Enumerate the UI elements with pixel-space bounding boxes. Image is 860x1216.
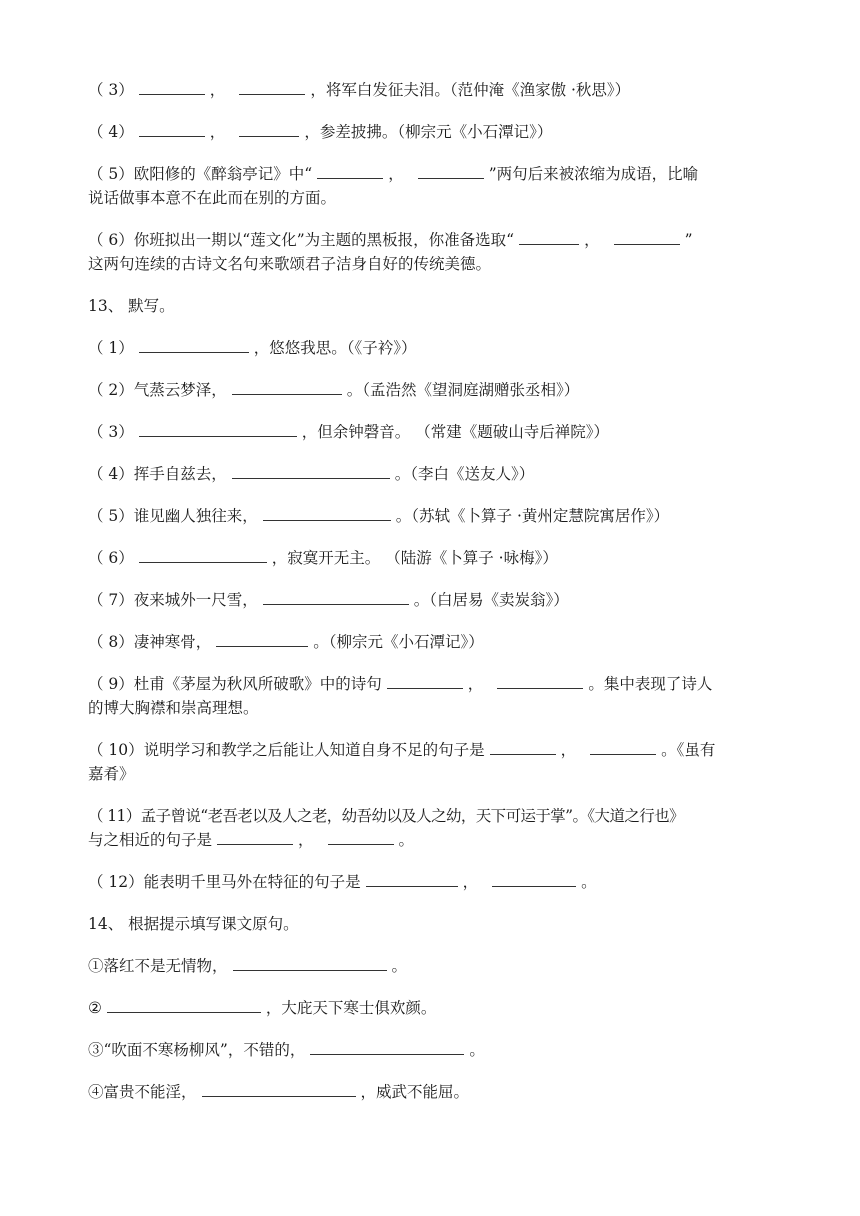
answer-blank[interactable] [217, 830, 293, 845]
answer-blank[interactable] [366, 872, 458, 887]
answer-blank[interactable] [497, 674, 583, 689]
q13-item-7: （ 7）夜来城外一尺雪， 。（白居易《卖炭翁》） [88, 591, 569, 609]
q13-item-12: （ 12）能表明千里马外在特征的句子是 ， 。 [88, 873, 597, 891]
answer-blank[interactable] [263, 506, 391, 521]
q13-item-10: （ 10）说明学习和教学之后能让人知道自身不足的句子是 ， 。《虽有 嘉肴》 [88, 741, 716, 783]
q13-item-9: （ 9）杜甫《茅屋为秋风所破歌》中的诗句 ， 。集中表现了诗人 的博大胸襟和崇高理想。 [88, 675, 713, 717]
answer-blank[interactable] [317, 164, 383, 179]
answer-blank[interactable] [233, 956, 387, 971]
answer-blank[interactable] [139, 422, 297, 437]
answer-blank[interactable] [310, 1040, 464, 1055]
q13-item-3: （ 3） ，但余钟磬音。 （常建《题破山寺后禅院》） [88, 423, 609, 441]
q13-item-1: （ 1） ，悠悠我思。（《子衿》） [88, 339, 417, 357]
answer-blank[interactable] [232, 464, 390, 479]
answer-blank[interactable] [418, 164, 484, 179]
q13-item-4: （ 4）挥手自兹去， 。（李白《送友人》） [88, 465, 535, 483]
answer-blank[interactable] [328, 830, 394, 845]
q13-item-11: （ 11）孟子曾说“老吾老以及人之老，幼吾幼以及人之幼，天下可运于掌”。《大道之行也》 与之相近的句子是 ， 。 [88, 807, 684, 849]
q13-item-5: （ 5）谁见幽人独往来， 。（苏轼《卜算子 ·黄州定慧院寓居作》） [88, 507, 670, 525]
q14-item-2: ② ，大庇天下寒士俱欢颜。 [88, 999, 437, 1017]
answer-blank[interactable] [263, 590, 409, 605]
question-14-heading: 14、 根据提示填写课文原句。 [88, 915, 299, 933]
answer-blank[interactable] [216, 632, 308, 647]
answer-blank[interactable] [614, 230, 680, 245]
question-13-heading: 13、 默写。 [88, 297, 175, 315]
q14-item-3: ③“吹面不寒杨柳风”，不错的， 。 [88, 1041, 485, 1059]
answer-blank[interactable] [139, 122, 205, 137]
answer-blank[interactable] [202, 1082, 356, 1097]
answer-blank[interactable] [590, 740, 656, 755]
item-5: （ 5）欧阳修的《醉翁亭记》中“ ， ”两句后来被浓缩为成语，比喻 说话做事本意不在此而在别的方面。 [88, 165, 699, 207]
q14-item-4: ④富贵不能淫， ，威武不能屈。 [88, 1083, 470, 1101]
item-3: （ 3） ， ，将军白发征夫泪。（范仲淹《渔家傲 ·秋思》） [88, 81, 631, 99]
answer-blank[interactable] [139, 548, 267, 563]
answer-blank[interactable] [139, 338, 249, 353]
item-6: （ 6）你班拟出一期以“莲文化”为主题的黑板报，你准备选取“ ， ” 这两句连续的古诗文名句来歌颂君子洁身自好的传统美德。 [88, 231, 693, 273]
answer-blank[interactable] [490, 740, 556, 755]
answer-blank[interactable] [519, 230, 579, 245]
answer-blank[interactable] [239, 122, 299, 137]
item-4: （ 4） ， ，参差披拂。（柳宗元《小石潭记》） [88, 123, 553, 141]
worksheet-page [88, 78, 778, 1104]
answer-blank[interactable] [139, 80, 205, 95]
answer-blank[interactable] [492, 872, 576, 887]
answer-blank[interactable] [239, 80, 305, 95]
q14-item-1: ①落红不是无情物， 。 [88, 957, 408, 975]
q13-item-8: （ 8）凄神寒骨， 。（柳宗元《小石潭记》） [88, 633, 484, 651]
answer-blank[interactable] [232, 380, 342, 395]
q13-item-2: （ 2）气蒸云梦泽， 。（孟浩然《望洞庭湖赠张丞相》） [88, 381, 580, 399]
answer-blank[interactable] [107, 998, 261, 1013]
q13-item-6: （ 6） ，寂寞开无主。 （陆游《卜算子 ·咏梅》） [88, 549, 558, 567]
answer-blank[interactable] [387, 674, 463, 689]
